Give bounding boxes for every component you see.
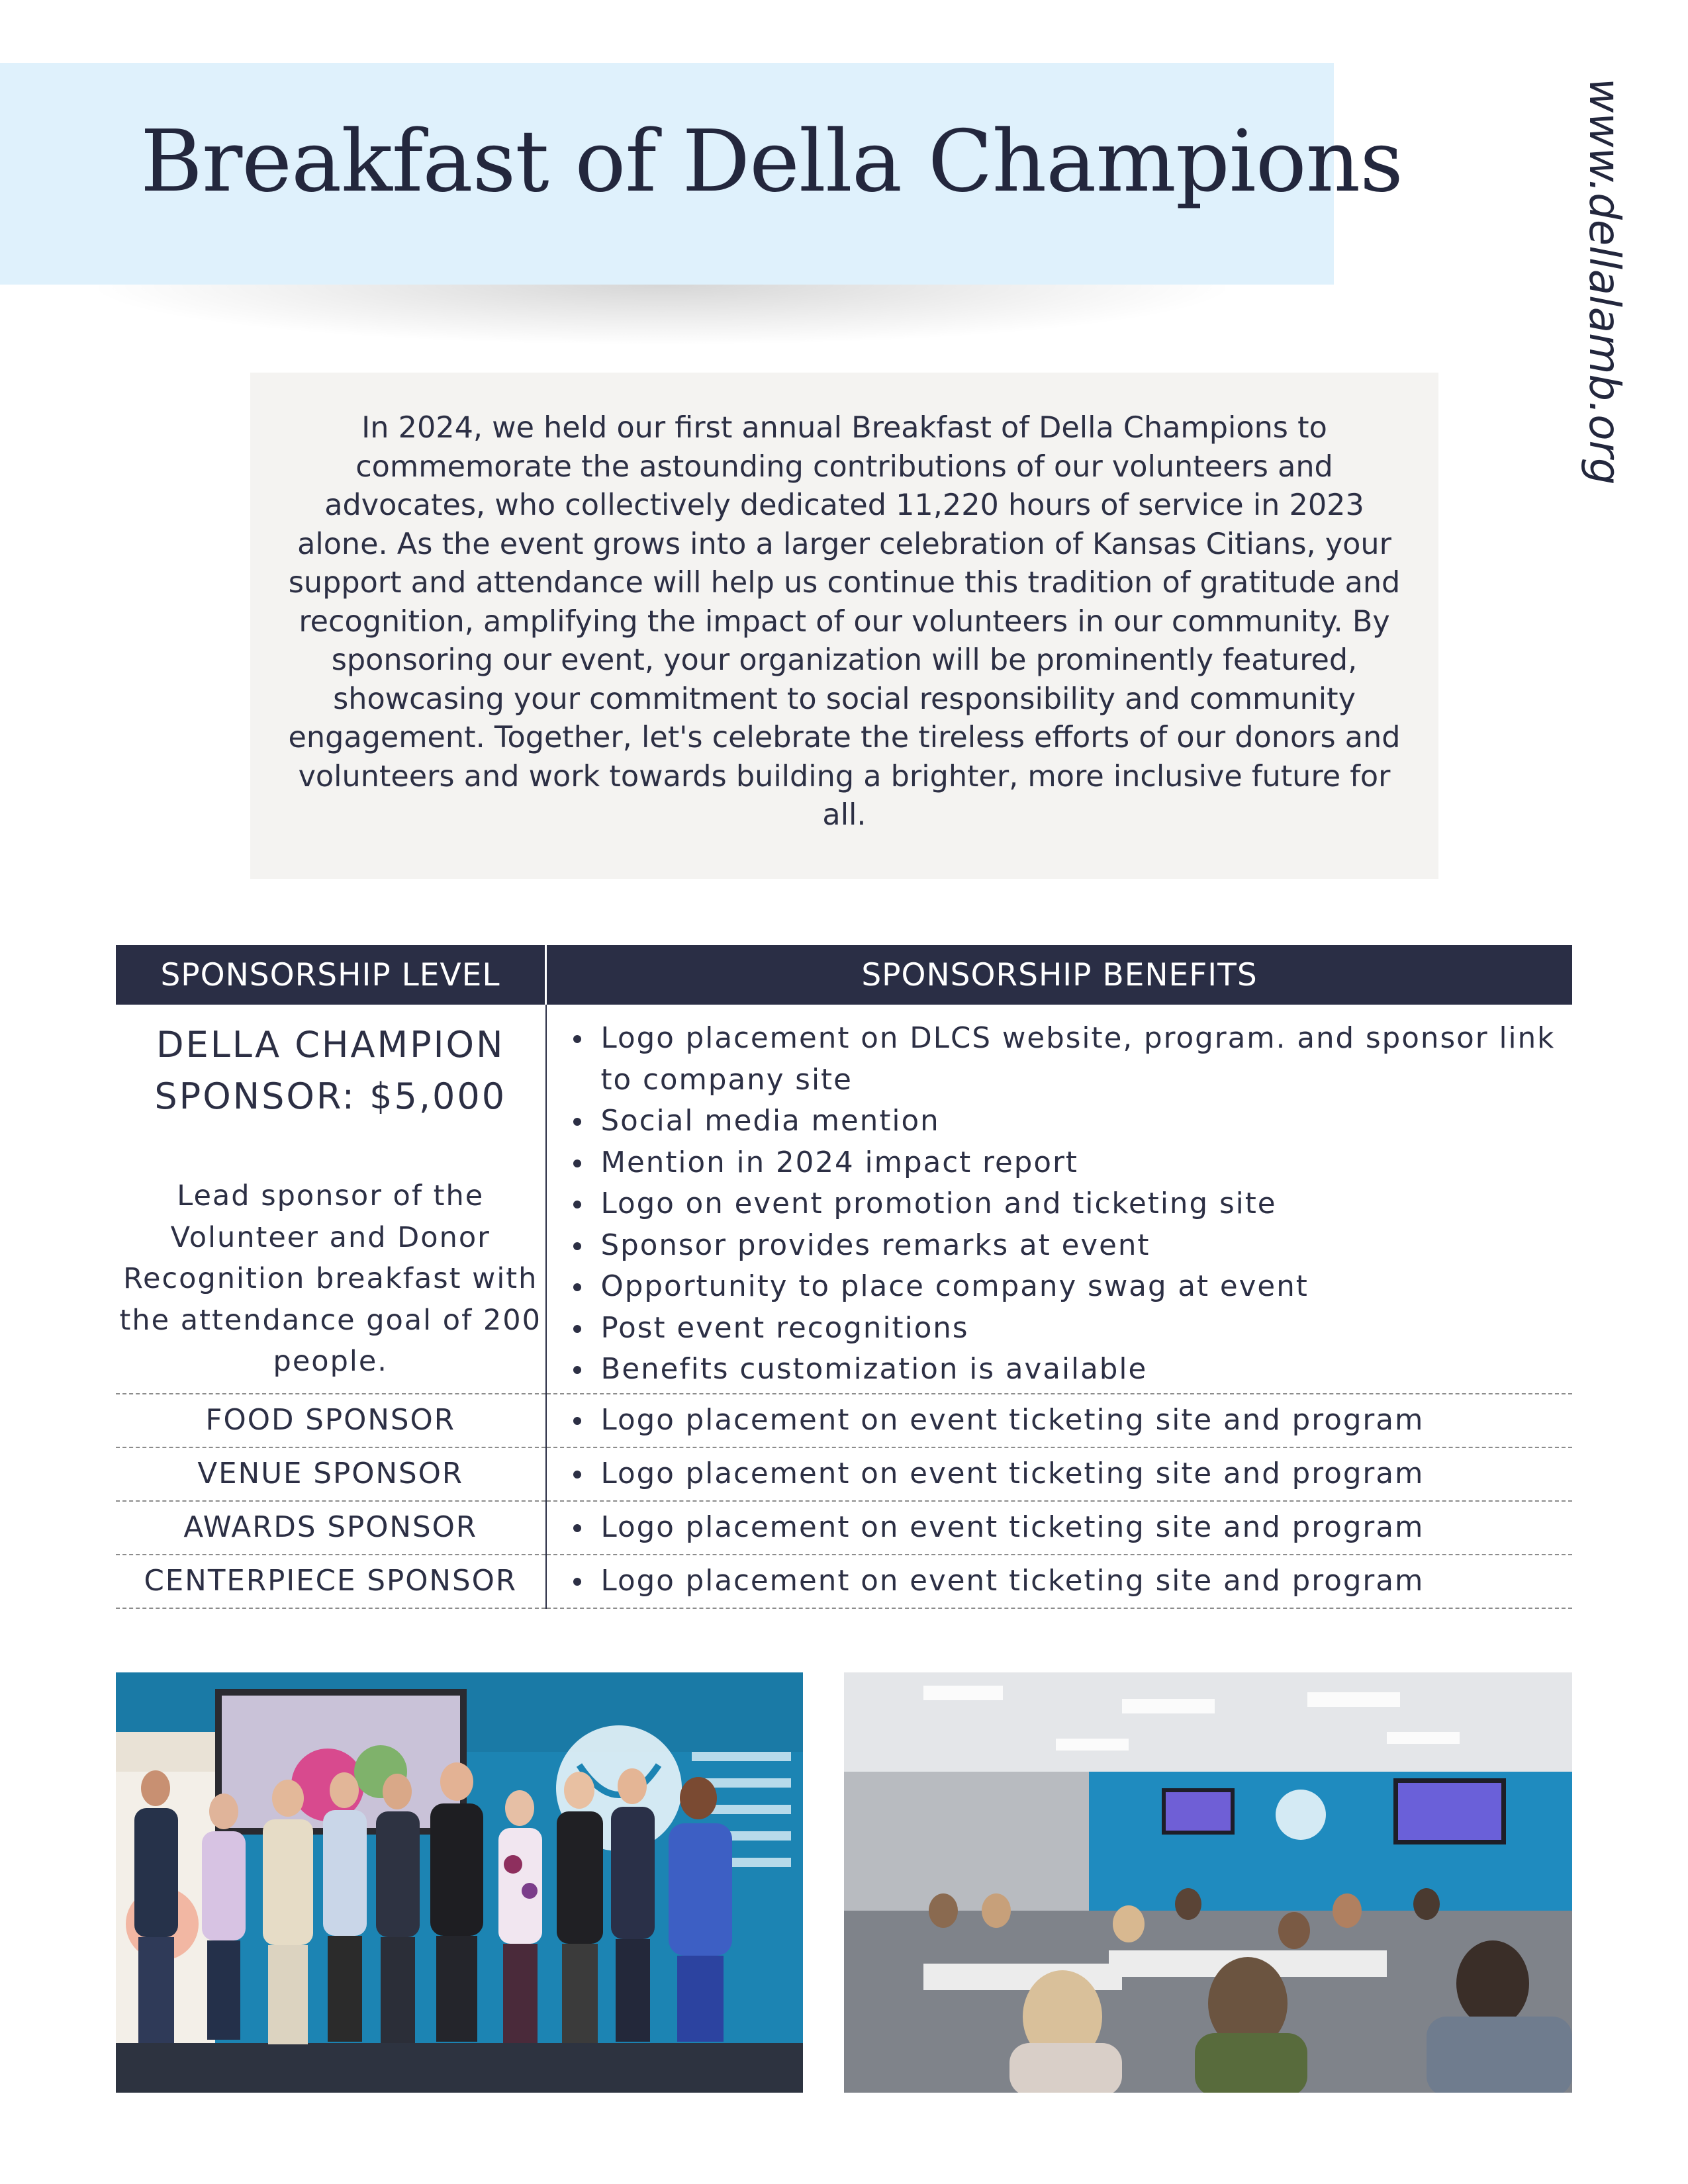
event-room-illustration (844, 1672, 1572, 2093)
benefits-cell-della-champion (546, 1005, 1573, 1394)
group-photo-illustration (116, 1672, 803, 2093)
benefit-item: Sponsor provides remarks at event (547, 1225, 1573, 1267)
header-sponsorship-level: SPONSORSHIP LEVEL (116, 945, 546, 1005)
event-room-photo (844, 1672, 1572, 2093)
benefit-item: Benefits customization is available (547, 1349, 1573, 1390)
benefits-cell (546, 1501, 1573, 1555)
benefit-item: Post event recognitions (547, 1308, 1573, 1349)
benefits-cell (546, 1447, 1573, 1501)
lead-benefit-list (547, 1005, 1573, 1393)
benefit-item: Logo placement on event ticketing site and program (547, 1448, 1573, 1500)
benefits-cell (546, 1555, 1573, 1608)
level-cell: CENTERPIECE SPONSOR (116, 1555, 546, 1608)
benefit-item: Mention in 2024 impact report (547, 1142, 1573, 1184)
lead-sponsor-name: DELLA CHAMPION SPONSOR: $5,000 (154, 1024, 507, 1117)
header-sponsorship-benefits: SPONSORSHIP BENEFITS (546, 945, 1573, 1005)
sponsorship-table (116, 945, 1572, 1609)
level-cell: VENUE SPONSOR (116, 1447, 546, 1501)
intro-text: In 2024, we held our first annual Breakfast of Della Champions to commemorate the astounding contributions of our volunteers and advocates, who collectively dedicated 11,220 hours of service in 2023 alone. As the event grows into a larger celebration of Kansas Citians, your support and attendance will help us continue this tradition of gratitude and recognition, amplifying the impact of our volunteers in our community. By sponsoring our event, your organization will be prominently featured, showcasing your commitment to social responsibility and community engagement. Together, let's celebrate the tireless efforts of our donors and volunteers and work towards building a brighter, more inclusive future for all. (288, 411, 1401, 832)
table-row-awards-sponsor (116, 1501, 1572, 1555)
table-row-della-champion (116, 1005, 1572, 1394)
benefit-item: Social media mention (547, 1101, 1573, 1142)
table-header-row (116, 945, 1572, 1005)
benefit-item: Logo placement on event ticketing site and program (547, 1555, 1573, 1608)
group-photo (116, 1672, 803, 2093)
benefit-item: Logo on event promotion and ticketing site (547, 1183, 1573, 1225)
table-row-food-sponsor (116, 1394, 1572, 1447)
title-banner-shadow (99, 285, 1225, 344)
website-url[interactable]: www.dellalamb.org (1579, 78, 1628, 485)
benefits-cell (546, 1394, 1573, 1447)
lead-sponsor-description: Lead sponsor of the Volunteer and Donor Recognition breakfast with the attendance goal of 200 people. (119, 1179, 541, 1378)
benefit-item: Logo placement on event ticketing site and program (547, 1394, 1573, 1447)
level-cell: FOOD SPONSOR (116, 1394, 546, 1447)
intro-box (250, 373, 1438, 879)
page-title: Breakfast of Della Champions (140, 113, 1403, 211)
benefit-item: Logo placement on event ticketing site and program (547, 1502, 1573, 1554)
benefit-item: Logo placement on DLCS website, program. and sponsor link to company site (547, 1018, 1573, 1101)
table-row-venue-sponsor (116, 1447, 1572, 1501)
level-cell: AWARDS SPONSOR (116, 1501, 546, 1555)
table-row-centerpiece-sponsor (116, 1555, 1572, 1608)
level-cell-della-champion (116, 1005, 546, 1394)
benefit-item: Opportunity to place company swag at event (547, 1266, 1573, 1308)
